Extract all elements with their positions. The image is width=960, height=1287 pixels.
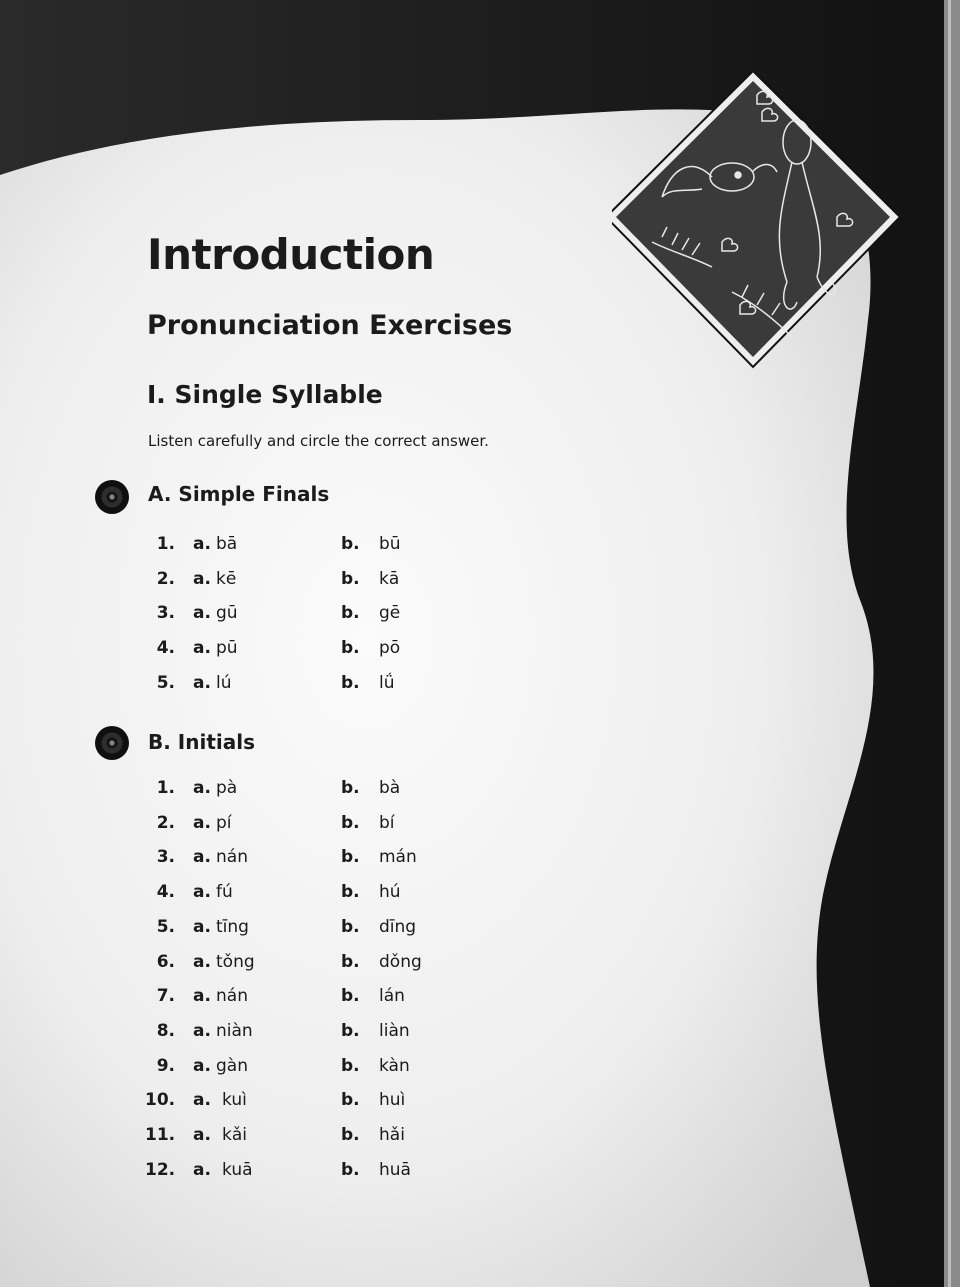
option-b-label: b. bbox=[341, 847, 360, 868]
option-b[interactable]: bū bbox=[379, 534, 401, 554]
option-a[interactable]: pū bbox=[216, 638, 238, 659]
option-b[interactable]: mán bbox=[379, 847, 417, 868]
item-number: 12. bbox=[145, 1159, 176, 1180]
item-number: 10. bbox=[145, 1090, 176, 1111]
item-number: 1. bbox=[156, 778, 175, 798]
option-b-label: b. bbox=[341, 1055, 360, 1076]
option-a-label: a. bbox=[193, 778, 211, 798]
option-b-label: b. bbox=[341, 672, 360, 693]
item-number: 2. bbox=[156, 812, 175, 833]
exercise-item bbox=[0, 603, 500, 625]
option-b-label: b. bbox=[341, 568, 360, 589]
exercise-item bbox=[0, 986, 500, 1008]
option-a-label: a. bbox=[193, 1159, 211, 1180]
exercise-item bbox=[0, 638, 500, 660]
option-b-label: b. bbox=[341, 1020, 360, 1041]
option-b-label: b. bbox=[341, 778, 360, 798]
page-title: Introduction bbox=[147, 230, 435, 279]
option-a[interactable]: gàn bbox=[216, 1055, 248, 1076]
option-b[interactable]: bí bbox=[379, 812, 395, 833]
exercise-item bbox=[0, 952, 500, 974]
option-b[interactable]: huā bbox=[379, 1159, 411, 1180]
exercise-item bbox=[0, 673, 500, 695]
exercise-item bbox=[0, 569, 500, 591]
option-a[interactable]: gū bbox=[216, 603, 238, 624]
item-number: 11. bbox=[145, 1125, 176, 1145]
item-number: 8. bbox=[156, 1020, 175, 1041]
exercise-item bbox=[0, 847, 500, 869]
option-b[interactable]: lán bbox=[379, 986, 405, 1007]
item-number: 3. bbox=[156, 847, 175, 868]
option-a[interactable]: tīng bbox=[216, 916, 249, 937]
option-b[interactable]: dīng bbox=[379, 916, 417, 937]
option-a[interactable]: niàn bbox=[216, 1020, 253, 1041]
exercise-item bbox=[0, 778, 500, 800]
option-a-label: a. bbox=[193, 1090, 211, 1111]
exercise-item bbox=[0, 917, 500, 939]
page-subtitle: Pronunciation Exercises bbox=[147, 310, 513, 341]
option-b-label: b. bbox=[341, 882, 360, 903]
item-number: 4. bbox=[156, 638, 175, 659]
option-a[interactable]: kuì bbox=[222, 1090, 247, 1111]
exercise-item bbox=[0, 1125, 500, 1147]
option-b-label: b. bbox=[341, 986, 360, 1007]
instruction-text: Listen carefully and circle the correct answer. bbox=[148, 432, 489, 450]
option-a[interactable]: tǒng bbox=[216, 951, 255, 972]
option-a-label: a. bbox=[193, 1020, 211, 1041]
group-heading-simple-finals: A. Simple Finals bbox=[148, 482, 330, 506]
item-number: 5. bbox=[156, 916, 175, 937]
option-b[interactable]: kā bbox=[379, 568, 400, 589]
item-number: 6. bbox=[156, 951, 175, 972]
option-b[interactable]: pō bbox=[379, 638, 401, 659]
exercise-item bbox=[0, 813, 500, 835]
option-b[interactable]: hǎi bbox=[379, 1125, 405, 1145]
option-a-label: a. bbox=[193, 916, 211, 937]
option-a[interactable]: pà bbox=[216, 778, 238, 798]
section-heading: I. Single Syllable bbox=[147, 380, 383, 409]
exercise-item bbox=[0, 1056, 500, 1078]
option-b[interactable]: liàn bbox=[379, 1020, 410, 1041]
option-b[interactable]: lǘ bbox=[379, 672, 395, 693]
option-a[interactable]: nán bbox=[216, 986, 248, 1007]
option-b-label: b. bbox=[341, 1090, 360, 1111]
option-b[interactable]: hú bbox=[379, 882, 401, 903]
item-number: 3. bbox=[156, 603, 175, 624]
option-b-label: b. bbox=[341, 916, 360, 937]
option-a-label: a. bbox=[193, 672, 211, 693]
option-a[interactable]: kuā bbox=[222, 1159, 253, 1180]
option-a-label: a. bbox=[193, 951, 211, 972]
option-a-label: a. bbox=[193, 1055, 211, 1076]
item-number: 2. bbox=[156, 568, 175, 589]
option-a-label: a. bbox=[193, 986, 211, 1007]
exercise-item bbox=[0, 1090, 500, 1112]
option-a-label: a. bbox=[193, 1125, 211, 1145]
exercise-item bbox=[0, 882, 500, 904]
option-a-label: a. bbox=[193, 534, 211, 554]
option-b[interactable]: bà bbox=[379, 778, 401, 798]
option-a[interactable]: kē bbox=[216, 568, 237, 589]
option-b[interactable]: dǒng bbox=[379, 951, 422, 972]
item-number: 7. bbox=[156, 986, 175, 1007]
audio-disc-icon[interactable] bbox=[95, 726, 129, 760]
option-a-label: a. bbox=[193, 847, 211, 868]
group-heading-initials: B. Initials bbox=[148, 730, 256, 754]
option-a[interactable]: lú bbox=[216, 672, 232, 693]
option-b-label: b. bbox=[341, 638, 360, 659]
option-a-label: a. bbox=[193, 882, 211, 903]
option-b-label: b. bbox=[341, 1159, 360, 1180]
item-number: 4. bbox=[156, 882, 175, 903]
option-b-label: b. bbox=[341, 951, 360, 972]
option-b[interactable]: gē bbox=[379, 603, 401, 624]
exercise-item bbox=[0, 1021, 500, 1043]
option-b-label: b. bbox=[341, 812, 360, 833]
option-a-label: a. bbox=[193, 812, 211, 833]
option-b-label: b. bbox=[341, 603, 360, 624]
option-a-label: a. bbox=[193, 603, 211, 624]
item-number: 9. bbox=[156, 1055, 175, 1076]
option-b[interactable]: kàn bbox=[379, 1055, 410, 1076]
option-b-label: b. bbox=[341, 534, 360, 554]
option-a[interactable]: pí bbox=[216, 812, 232, 833]
item-number: 5. bbox=[156, 672, 175, 693]
option-a[interactable]: kǎi bbox=[222, 1125, 247, 1145]
goldfish-illustration bbox=[612, 67, 904, 377]
option-b[interactable]: huì bbox=[379, 1090, 406, 1111]
audio-disc-icon[interactable] bbox=[95, 480, 129, 514]
option-a[interactable]: nán bbox=[216, 847, 248, 868]
option-a-label: a. bbox=[193, 568, 211, 589]
option-a-label: a. bbox=[193, 638, 211, 659]
exercise-item bbox=[0, 534, 500, 556]
item-number: 1. bbox=[156, 534, 175, 554]
exercise-item bbox=[0, 1160, 500, 1182]
option-a[interactable]: fú bbox=[216, 882, 233, 903]
option-a[interactable]: bā bbox=[216, 534, 238, 554]
option-b-label: b. bbox=[341, 1125, 360, 1145]
